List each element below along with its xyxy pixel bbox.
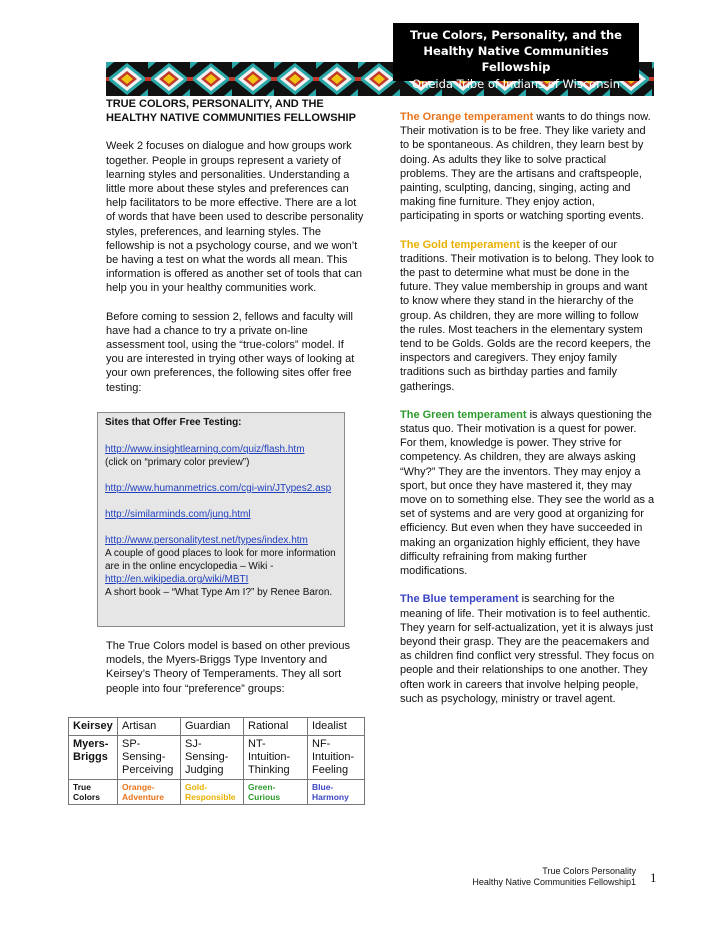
note-wiki-text: A couple of good places to look for more information are in the online encyclopedia – Wiki - <box>105 548 336 572</box>
table-cell: Guardian <box>181 718 244 736</box>
green-label: The Green temperament <box>400 408 527 421</box>
link-insightlearning[interactable]: http://www.insightlearning.com/quiz/flash.htm <box>105 444 305 455</box>
assessment-paragraph: Before coming to session 2, fellows and faculty will have had a chance to try a private on-line assessment tool, using the “true-colors” model. If you are interested in trying other ways of looking at your own preferences, the following sites offer free testing: <box>106 310 355 394</box>
table-cell-green: Green-Curious <box>244 780 308 805</box>
left-column <box>106 97 364 409</box>
table-cell: SP- Sensing-Perceiving <box>118 736 181 780</box>
green-paragraph <box>400 408 655 578</box>
gold-label: The Gold temperament <box>400 238 520 251</box>
table-cell: Myers-Briggs <box>69 736 118 780</box>
note-wiki <box>105 547 337 586</box>
right-column <box>400 110 655 720</box>
article-heading: TRUE COLORS, PERSONALITY, AND THE HEALTHY NATIVE COMMUNITIES FELLOWSHIP <box>106 98 356 125</box>
orange-text: wants to do things now. Their motivation is to be free. They like variety and to be spontaneous. As children, they learn best by doing. As adults they like to solve practical problems. They are the artisans and craftspeople, painting, sculpting, dancing, singing, acting and making fine furniture. They enjoy action, participating in sports or watching sporting events. <box>400 111 651 223</box>
table-cell: Keirsey <box>69 718 118 736</box>
table-cell: Rational <box>244 718 308 736</box>
table-cell-gold: Gold-Responsible <box>181 780 244 805</box>
link-wikipedia[interactable]: http://en.wikipedia.org/wiki/MBTI <box>105 574 249 585</box>
link-personalitytest[interactable]: http://www.personalitytest.net/types/index.htm <box>105 535 308 546</box>
table-cell: NT- Intuition-Thinking <box>244 736 308 780</box>
orange-label: The Orange temperament <box>400 111 534 123</box>
note-book: A short book – “What Type Am I?” by Renee Baron. <box>105 587 333 598</box>
temperament-table <box>68 717 365 805</box>
green-text: is always questioning the status quo. Their motivation is a quest for power. For them, knowledge is power. They strive for competency. As children, they are always asking “Why?” They are the inventors. They may enjoy a sport, but once they have mastered it, they may move on to something else. They see the world as a set of systems and are very good at organizing for efficiency. But even when they have succeeded in making an organization highly efficient, they have difficulty refraining from making further modifications. <box>400 408 655 578</box>
table-row <box>69 736 365 780</box>
table-cell: True Colors <box>69 780 118 805</box>
blue-paragraph <box>400 592 655 706</box>
link-humanmetrics[interactable]: http://www.humanmetrics.com/cgi-win/JTypes2.asp <box>105 483 332 494</box>
blue-label: The Blue temperament <box>400 593 519 606</box>
gold-paragraph <box>400 238 655 394</box>
intro-paragraph: Week 2 focuses on dialogue and how groups work together. People in groups represent a variety of learning styles and personalities. Understanding a little more about these styles and preferences can help facilitators to be more effective. There are a lot of words that have been used to describe personality styles, preferences, and learning styles. The fellowship is not a psychology course, and we won’t be having a test on what the words all mean. This information is offered as another set of tools that can help you in your healthy communities work. <box>106 140 364 295</box>
orange-paragraph <box>400 110 655 224</box>
blue-text: is searching for the meaning of life. Their motivation is to feel authentic. They yearn for self-actualization, yet it is always just beyond their grasp. They are the peacemakers and as children find conflict very stressful. They focus on people and their relationships to one another. They often work in careers that involve helping people, such as psychology, ministry or travel agent. <box>400 593 655 705</box>
page-number: 1 <box>650 870 657 885</box>
title-box <box>393 23 639 91</box>
sites-box <box>97 412 345 627</box>
table-cell: NF- Intuition-Feeling <box>308 736 365 780</box>
table-cell-blue: Blue-Harmony <box>308 780 365 805</box>
table-cell-orange: Orange-Adventure <box>118 780 181 805</box>
sites-heading: Sites that Offer Free Testing: <box>105 417 242 428</box>
table-cell: Idealist <box>308 718 365 736</box>
link-similarminds[interactable]: http://similarminds.com/jung.html <box>105 509 251 520</box>
models-paragraph: The True Colors model is based on other previous models, the Myers-Briggs Type Inventory and Keirsey’s Theory of Temperaments. They all sort people into four “preference” groups: <box>106 640 350 695</box>
title-line2: Oneida Tribe of Indians of Wisconsin <box>412 77 620 91</box>
footer-line2: Healthy Native Communities Fellowship1 <box>472 877 636 887</box>
table-cell: SJ- Sensing-Judging <box>181 736 244 780</box>
title-line1: True Colors, Personality, and the Healthy Native Communities Fellowship <box>410 28 622 74</box>
gold-text: is the keeper of our traditions. Their motivation is to belong. They look to the past to determine what must be done in the future. They value membership in groups and want to know where they stand in the hierarchy of the group. As children, they are more willing to follow the rules. Most teachers in the elementary system tend to be Golds. Golds are the record keepers, the inspectors and caregivers. They enjoy family traditions such as birthday parties and family gatherings. <box>400 238 654 393</box>
page-footer <box>420 866 636 888</box>
footer-line1: True Colors Personality <box>542 866 636 876</box>
table-row <box>69 780 365 805</box>
table-row <box>69 718 365 736</box>
table-cell: Artisan <box>118 718 181 736</box>
note-primary-color: (click on “primary color preview”) <box>105 457 250 468</box>
